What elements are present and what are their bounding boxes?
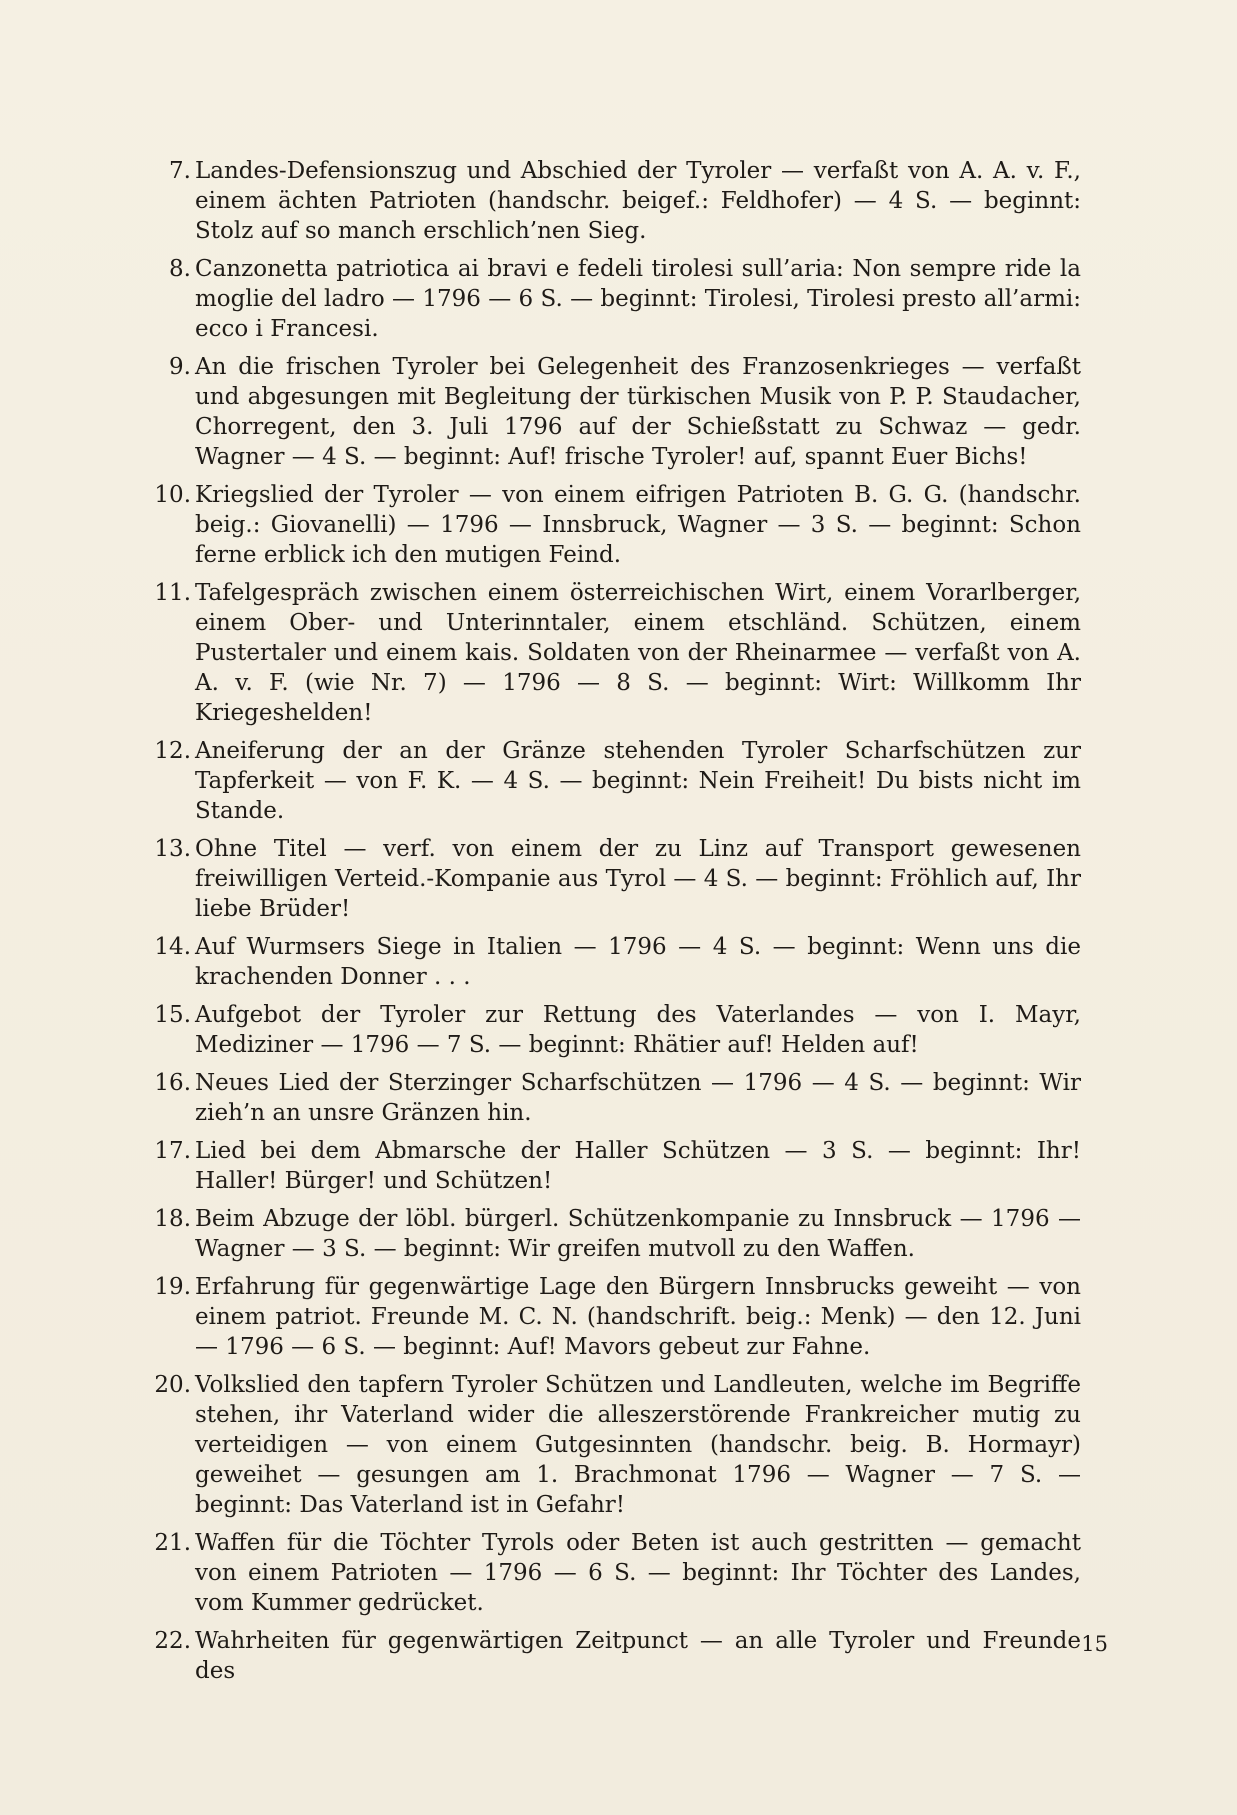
page-number: 15 xyxy=(1081,1632,1108,1656)
entry-number: 20. xyxy=(154,1372,191,1398)
entry-text: Neues Lied der Sterzinger Scharfschützen — 1796 — 4 S. — beginnt: Wir zieh’n an unsre Gränzen hin. xyxy=(195,1070,1081,1126)
list-item xyxy=(155,1068,1081,1128)
entry-number: 13. xyxy=(154,836,191,862)
entry-number: 21. xyxy=(154,1530,191,1556)
list-item xyxy=(155,834,1081,924)
entry-number: 10. xyxy=(154,482,191,508)
entry-list xyxy=(155,156,1081,1694)
entry-number: 15. xyxy=(154,1002,191,1028)
list-item xyxy=(155,352,1081,472)
entry-text: An die frischen Tyroler bei Gelegenheit des Franzosenkrieges — verfaßt und abgesungen mit Begleitung der türkischen Musik von P. P. Staudacher, Chorregent, den 3. Juli 1796 auf der Schießstatt zu Schwaz — gedr. Wagner — 4 S. — beginnt: Auf! frische Tyroler! auf, spannt Euer Bichs! xyxy=(195,354,1081,470)
entry-text: Aufgebot der Tyroler zur Rettung des Vaterlandes — von I. Mayr, Mediziner — 1796 — 7 S. — beginnt: Rhätier auf! Helden auf! xyxy=(195,1002,1081,1058)
entry-number: 7. xyxy=(169,158,191,184)
list-item xyxy=(155,1204,1081,1264)
entry-text: Kriegslied der Tyroler — von einem eifrigen Patrioten B. G. G. (handschr. beig.: Giovanelli) — 1796 — Innsbruck, Wagner — 3 S. — beginnt: Schon ferne erblick ich den mutigen Feind. xyxy=(195,482,1081,568)
entry-number: 11. xyxy=(154,580,191,606)
list-item xyxy=(155,932,1081,992)
list-item xyxy=(155,1000,1081,1060)
list-item xyxy=(155,480,1081,570)
entry-number: 9. xyxy=(169,354,191,380)
list-item xyxy=(155,156,1081,246)
entry-text: Wahrheiten für gegenwärtigen Zeitpunct — an alle Tyroler und Freunde des xyxy=(195,1628,1081,1684)
entry-number: 8. xyxy=(169,256,191,282)
entry-number: 12. xyxy=(154,738,191,764)
entry-text: Lied bei dem Abmarsche der Haller Schützen — 3 S. — beginnt: Ihr! Haller! Bürger! und Schützen! xyxy=(195,1138,1081,1194)
entry-number: 16. xyxy=(154,1070,191,1096)
list-item xyxy=(155,1136,1081,1196)
list-item xyxy=(155,578,1081,728)
entry-text: Canzonetta patriotica ai bravi e fedeli tirolesi sull’aria: Non sempre ride la moglie del ladro — 1796 — 6 S. — beginnt: Tirolesi, Tirolesi presto all’armi: ecco i Francesi. xyxy=(195,256,1081,342)
entry-number: 14. xyxy=(154,934,191,960)
entry-number: 18. xyxy=(154,1206,191,1232)
entry-text: Volkslied den tapfern Tyroler Schützen und Landleuten, welche im Begriffe stehen, ihr Vaterland wider die alleszerstörende Frankreicher mutig zu verteidigen — von einem Gutgesinnten (handschr. beig. B. Hormayr) geweihet — gesungen am 1. Brachmonat 1796 — Wagner — 7 S. — beginnt: Das Vaterland ist in Gefahr! xyxy=(195,1372,1081,1518)
entry-number: 22. xyxy=(154,1628,191,1654)
entry-text: Ohne Titel — verf. von einem der zu Linz auf Transport gewesenen freiwilligen Verteid.-Kompanie aus Tyrol — 4 S. — beginnt: Fröhlich auf, Ihr liebe Brüder! xyxy=(195,836,1081,922)
list-item xyxy=(155,736,1081,826)
list-item xyxy=(155,1370,1081,1520)
entry-text: Erfahrung für gegenwärtige Lage den Bürgern Innsbrucks geweiht — von einem patriot. Freunde M. C. N. (handschrift. beig.: Menk) — den 12. Juni — 1796 — 6 S. — beginnt: Auf! Mavors gebeut zur Fahne. xyxy=(195,1274,1081,1360)
entry-text: Auf Wurmsers Siege in Italien — 1796 — 4 S. — beginnt: Wenn uns die krachenden Donner . . . xyxy=(195,934,1081,990)
entry-text: Beim Abzuge der löbl. bürgerl. Schützenkompanie zu Innsbruck — 1796 — Wagner — 3 S. — beginnt: Wir greifen mutvoll zu den Waffen. xyxy=(195,1206,1081,1262)
list-item xyxy=(155,1528,1081,1618)
entry-text: Aneiferung der an der Gränze stehenden Tyroler Scharfschützen zur Tapferkeit — von F. K. — 4 S. — beginnt: Nein Freiheit! Du bists nicht im Stande. xyxy=(195,738,1081,824)
list-item xyxy=(155,1626,1081,1686)
entry-text: Landes-Defensionszug und Abschied der Tyroler — verfaßt von A. A. v. F., einem ächten Patrioten (handschr. beigef.: Feldhofer) — 4 S. — beginnt: Stolz auf so manch erschlich’nen Sieg. xyxy=(195,158,1081,244)
entry-text: Tafelgespräch zwischen einem österreichischen Wirt, einem Vorarlberger, einem Ober- und Unterinntaler, einem etschländ. Schützen, einem Pustertaler und einem kais. Soldaten von der Rheinarmee — verfaßt von A. A. v. F. (wie Nr. 7) — 1796 — 8 S. — beginnt: Wirt: Willkomm Ihr Kriegeshelden! xyxy=(195,580,1081,726)
entry-number: 17. xyxy=(154,1138,191,1164)
entry-number: 19. xyxy=(154,1274,191,1300)
list-item xyxy=(155,1272,1081,1362)
entry-text: Waffen für die Töchter Tyrols oder Beten ist auch gestritten — gemacht von einem Patrioten — 1796 — 6 S. — beginnt: Ihr Töchter des Landes, vom Kummer gedrücket. xyxy=(195,1530,1081,1616)
list-item xyxy=(155,254,1081,344)
